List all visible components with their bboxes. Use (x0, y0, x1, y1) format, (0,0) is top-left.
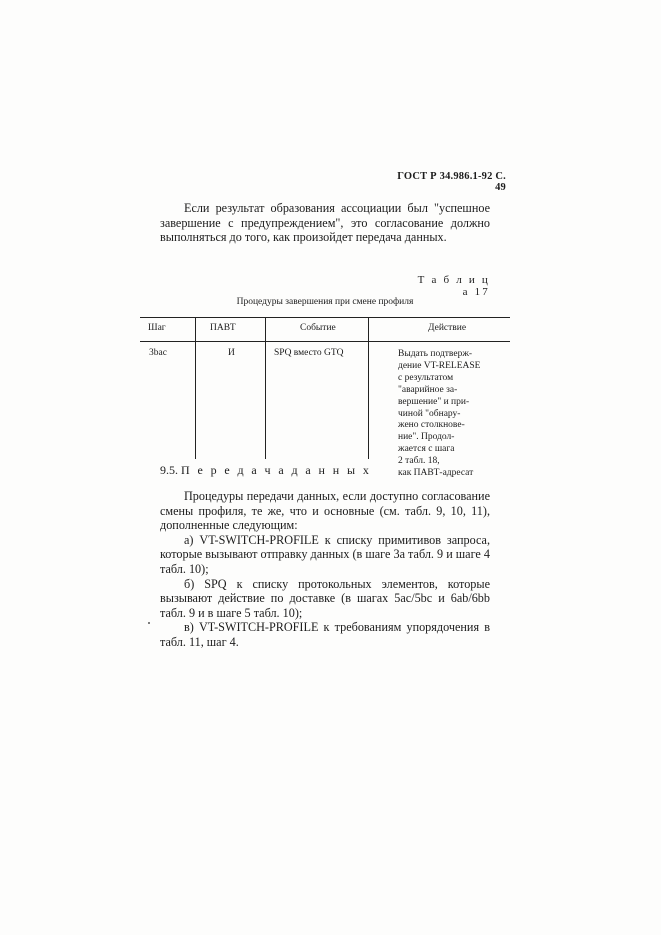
row-step: 3bac (149, 348, 167, 358)
row-action (398, 349, 508, 480)
table-col-divider-3 (368, 317, 369, 459)
section-heading (160, 463, 371, 478)
action-line: жается с шага (398, 444, 455, 455)
table-number: Т а б л и ц а 17 (417, 274, 490, 298)
action-line: жено столкнове- (398, 420, 465, 431)
page-header: ГОСТ Р 34.986.1-92 С. 49 (397, 171, 506, 193)
action-line: с результатом (398, 372, 454, 383)
action-line: вершение" и при- (398, 396, 470, 407)
row-pavt: И (228, 348, 235, 358)
action-line: чиной "обнару- (398, 408, 461, 419)
table-title: Процедуры завершения при смене профиля (236, 297, 414, 307)
body-text (160, 489, 490, 650)
header-step: Шаг (148, 323, 166, 333)
table-col-divider-2 (265, 317, 266, 459)
action-line: "аварийное за- (398, 384, 458, 395)
intro-paragraph (160, 201, 490, 245)
body-paragraph: Процедуры передачи данных, если доступно согласование смены профиля, те же, что и основные (см. табл. 9, 10, 11), дополненные следующим: (160, 489, 490, 533)
scan-speck (148, 622, 150, 624)
action-line: 2 табл. 18, (398, 456, 440, 467)
body-item-c: в) VT-SWITCH-PROFILE к требованиям упорядочения в табл. 11, шаг 4. (160, 620, 490, 649)
header-action: Действие (428, 323, 467, 333)
section-title: П е р е д а ч а д а н н ы х (181, 463, 372, 477)
action-line: как ПАВТ-адресат (398, 468, 474, 479)
section-number: 9.5. (160, 463, 178, 477)
intro-text: Если результат образования ассоциации был "успешное завершение с предупреждением", это согласование должно выполняться до того, как произойдет передача данных. (160, 201, 490, 245)
header-event: Событие (300, 323, 336, 333)
table-col-divider-1 (195, 317, 196, 459)
body-item-b: б) SPQ к списку протокольных элементов, которые вызывают действие по доставке (в шагах 5ас/5bc и 6ab/6bb табл. 9 и в шаге 5 табл. 10); (160, 576, 490, 620)
action-line: дение VT-RELEASE (398, 360, 481, 371)
body-item-a: а) VT-SWITCH-PROFILE к списку примитивов запроса, которые вызывают отправку данных (в шаге 3а табл. 9 и шаге 4 табл. 10); (160, 532, 490, 576)
header-pavt: ПАВТ (210, 323, 236, 333)
row-event: SPQ вместо GTQ (274, 348, 344, 358)
action-line: ние". Продол- (398, 432, 455, 443)
action-line: Выдать подтверж- (398, 349, 473, 359)
